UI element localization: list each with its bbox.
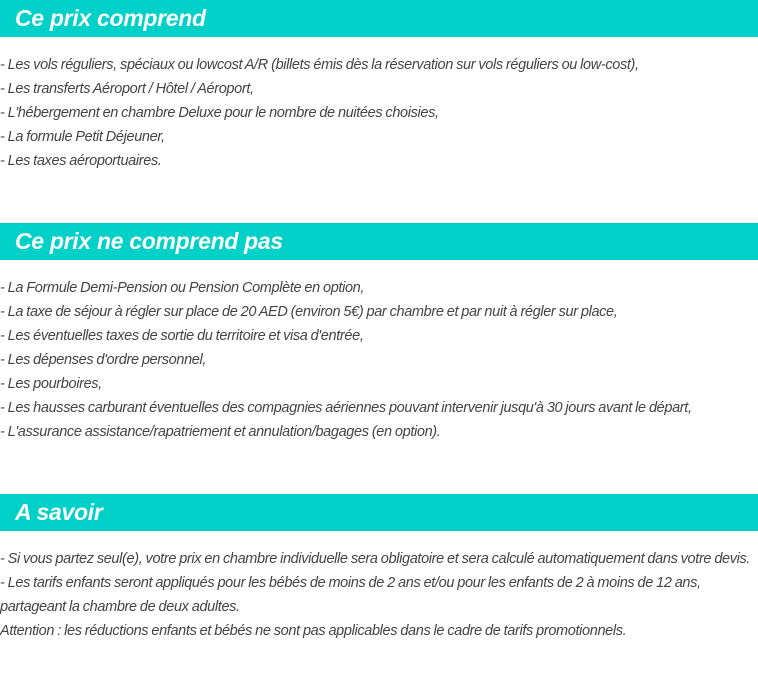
list-item: - L'hébergement en chambre Deluxe pour le nombre de nuitées choisies, — [0, 105, 439, 121]
list-item: - La Formule Demi-Pension ou Pension Complète en option, — [0, 280, 365, 296]
section-price-excludes — [0, 223, 758, 444]
list-item: - Les éventuelles taxes de sortie du territoire et visa d'entrée, — [0, 328, 364, 344]
list-item: - Les tarifs enfants seront appliqués pour les bébés de moins de 2 ans et/ou pour les enfants de 2 à moins de 12 ans, partageant la chambre de deux adultes. — [0, 575, 701, 615]
excludes-list — [0, 260, 758, 444]
list-item: - Les vols réguliers, spéciaux ou lowcost A/R (billets émis dès la réservation sur vols réguliers ou low-cost), — [0, 57, 639, 73]
section-title: Ce prix ne comprend pas — [0, 223, 758, 260]
includes-list — [0, 37, 758, 173]
list-item: - Les pourboires, — [0, 376, 102, 392]
list-item: - La formule Petit Déjeuner, — [0, 129, 165, 145]
good-to-know-list — [0, 531, 758, 643]
list-item: - L'assurance assistance/rapatriement et annulation/bagages (en option). — [0, 424, 441, 440]
section-good-to-know — [0, 494, 758, 643]
section-title: Ce prix comprend — [0, 0, 758, 37]
list-item: - Les hausses carburant éventuelles des compagnies aériennes pouvant intervenir jusqu'à 30 jours avant le départ, — [0, 400, 692, 416]
attention-note: Attention : les réductions enfants et bébés ne sont pas applicables dans le cadre de tarifs promotionnels. — [0, 623, 627, 639]
section-price-includes — [0, 0, 758, 173]
list-item: - Les dépenses d'ordre personnel, — [0, 352, 207, 368]
list-item: - Si vous partez seul(e), votre prix en chambre individuelle sera obligatoire et sera calculé automatiquement dans votre devis. — [0, 551, 751, 567]
list-item: - La taxe de séjour à régler sur place de 20 AED (environ 5€) par chambre et par nuit à régler sur place, — [0, 304, 618, 320]
section-title: A savoir — [0, 494, 758, 531]
list-item: - Les taxes aéroportuaires. — [0, 153, 162, 169]
list-item: - Les transferts Aéroport / Hôtel / Aéroport, — [0, 81, 254, 97]
